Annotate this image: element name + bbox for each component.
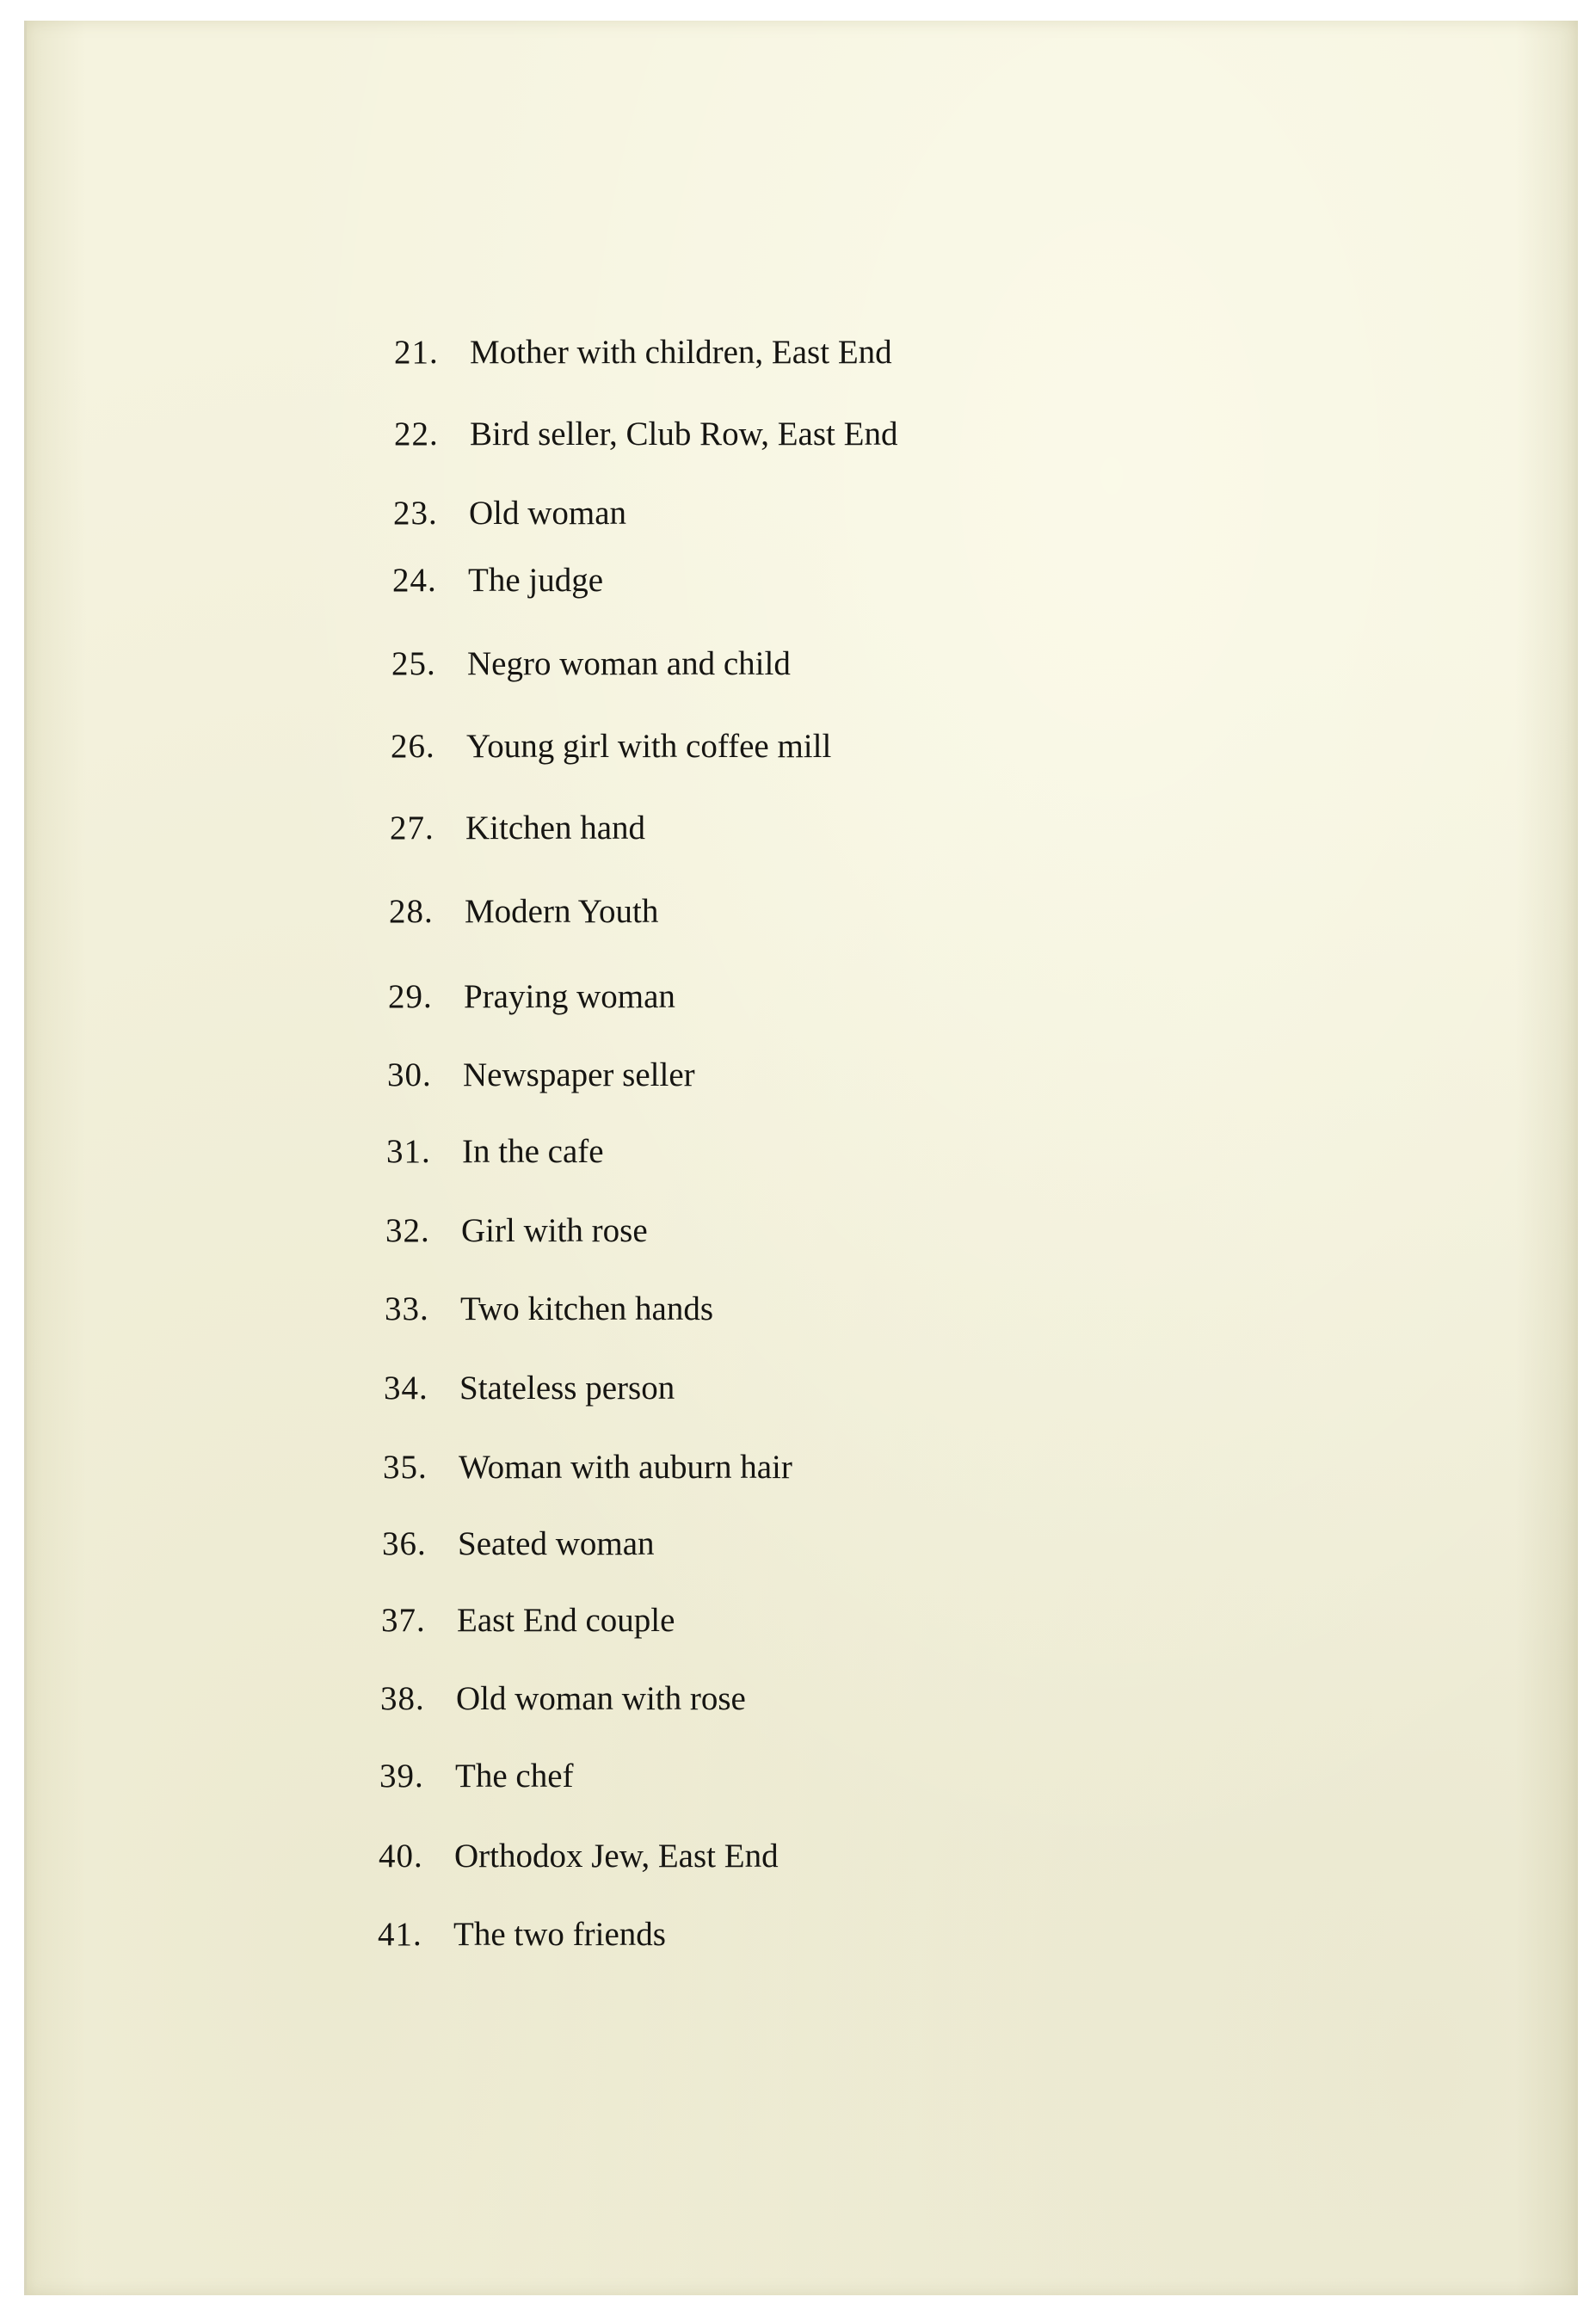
plate-number: 35. — [383, 1449, 428, 1486]
plate-title: Old woman — [469, 495, 627, 532]
plate-number: 21. — [394, 334, 439, 371]
plate-title: Young girl with coffee mill — [466, 728, 832, 765]
plate-title: Bird seller, Club Row, East End — [470, 416, 898, 453]
plate-title: Stateless person — [459, 1370, 675, 1407]
plate-title: Modern Youth — [465, 893, 659, 930]
plate-number: 32. — [385, 1212, 430, 1249]
plate-title: Mother with children, East End — [470, 334, 892, 371]
plate-number: 22. — [394, 416, 439, 453]
plate-number: 36. — [382, 1525, 427, 1562]
plate-title: Newspaper seller — [463, 1056, 695, 1093]
plate-number: 31. — [386, 1133, 431, 1170]
plate-title: The judge — [468, 562, 604, 599]
plate-number: 28. — [389, 893, 434, 930]
plate-number: 25. — [391, 645, 436, 682]
plate-title: Woman with auburn hair — [459, 1449, 792, 1486]
plate-title: Negro woman and child — [467, 645, 791, 682]
plate-number: 30. — [387, 1056, 432, 1093]
plate-title: The two friends — [453, 1916, 666, 1953]
plate-title: Old woman with rose — [456, 1680, 746, 1717]
plate-number: 40. — [379, 1838, 423, 1875]
plate-number: 24. — [392, 562, 437, 599]
plate-number: 37. — [381, 1602, 426, 1639]
plate-number: 38. — [380, 1680, 425, 1717]
plate-title: Kitchen hand — [465, 810, 646, 847]
plate-number: 39. — [379, 1758, 424, 1795]
plate-title: Girl with rose — [461, 1212, 648, 1249]
plate-title: East End couple — [457, 1602, 675, 1639]
plate-number: 29. — [388, 978, 433, 1015]
plate-title: In the cafe — [462, 1133, 604, 1170]
plate-number: 33. — [385, 1290, 429, 1327]
plate-title: Orthodox Jew, East End — [454, 1838, 779, 1875]
plate-title: Two kitchen hands — [460, 1290, 714, 1327]
plate-number: 41. — [378, 1916, 422, 1953]
plate-number: 27. — [390, 810, 434, 847]
plate-number: 34. — [384, 1370, 428, 1407]
plate-title: The chef — [455, 1758, 574, 1795]
plate-title: Praying woman — [464, 978, 675, 1015]
plate-number: 23. — [393, 495, 438, 532]
plate-number: 26. — [391, 728, 435, 765]
plate-title: Seated woman — [458, 1525, 655, 1562]
